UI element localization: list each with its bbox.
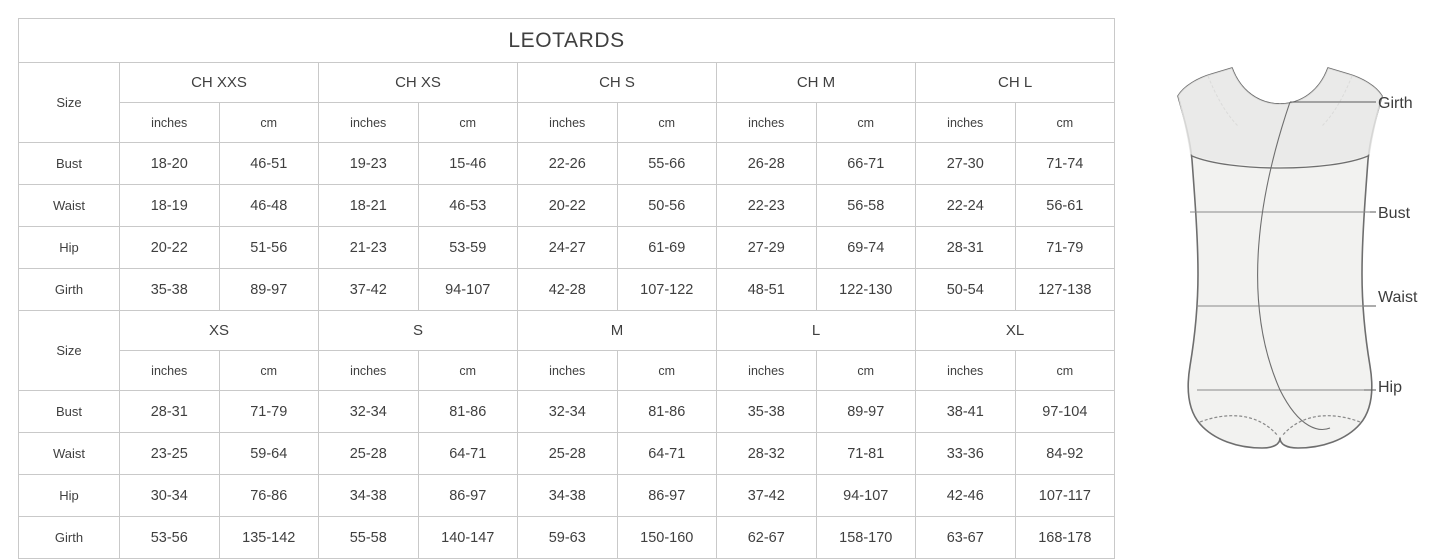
row-label-hip: Hip (19, 227, 120, 269)
cell-value: 127-138 (1015, 269, 1115, 311)
cell-value: 64-71 (617, 433, 717, 475)
cell-value: 38-41 (916, 391, 1016, 433)
unit-inches: inches (319, 103, 419, 143)
callout-label-bust: Bust (1378, 205, 1411, 222)
cell-value: 63-67 (916, 517, 1016, 559)
group-header-row (19, 63, 1115, 103)
cell-value: 42-28 (518, 269, 618, 311)
size-chart-table (18, 18, 1115, 559)
group-ch-xxs: CH XXS (120, 63, 319, 103)
cell-value: 34-38 (319, 475, 419, 517)
leotard-illustration (1140, 60, 1440, 520)
cell-value: 51-56 (219, 227, 319, 269)
group-ch-m: CH M (717, 63, 916, 103)
cell-value: 140-147 (418, 517, 518, 559)
table-row (19, 391, 1115, 433)
cell-value: 15-46 (418, 143, 518, 185)
group-xl: XL (916, 311, 1115, 351)
cell-value: 22-24 (916, 185, 1016, 227)
cell-value: 59-63 (518, 517, 618, 559)
unit-inches: inches (319, 351, 419, 391)
unit-header-row (19, 351, 1115, 391)
cell-value: 71-79 (219, 391, 319, 433)
unit-inches: inches (717, 103, 817, 143)
cell-value: 86-97 (418, 475, 518, 517)
cell-value: 23-25 (120, 433, 220, 475)
unit-header-row (19, 103, 1115, 143)
cell-value: 86-97 (617, 475, 717, 517)
cell-value: 135-142 (219, 517, 319, 559)
cell-value: 71-79 (1015, 227, 1115, 269)
cell-value: 28-31 (916, 227, 1016, 269)
unit-cm: cm (418, 351, 518, 391)
row-label-waist: Waist (19, 433, 120, 475)
cell-value: 18-19 (120, 185, 220, 227)
cell-value: 37-42 (319, 269, 419, 311)
cell-value: 76-86 (219, 475, 319, 517)
table-row (19, 227, 1115, 269)
unit-cm: cm (1015, 103, 1115, 143)
cell-value: 35-38 (120, 269, 220, 311)
cell-value: 26-28 (717, 143, 817, 185)
cell-value: 34-38 (518, 475, 618, 517)
cell-value: 42-46 (916, 475, 1016, 517)
cell-value: 55-58 (319, 517, 419, 559)
table-row (19, 269, 1115, 311)
cell-value: 94-107 (816, 475, 916, 517)
group-ch-l: CH L (916, 63, 1115, 103)
cell-value: 33-36 (916, 433, 1016, 475)
cell-value: 71-74 (1015, 143, 1115, 185)
cell-value: 81-86 (617, 391, 717, 433)
cell-value: 32-34 (518, 391, 618, 433)
cell-value: 56-58 (816, 185, 916, 227)
unit-cm: cm (1015, 351, 1115, 391)
cell-value: 37-42 (717, 475, 817, 517)
table-row (19, 143, 1115, 185)
cell-value: 69-74 (816, 227, 916, 269)
unit-inches: inches (120, 103, 220, 143)
row-label-bust: Bust (19, 391, 120, 433)
unit-cm: cm (219, 103, 319, 143)
cell-value: 84-92 (1015, 433, 1115, 475)
cell-value: 46-51 (219, 143, 319, 185)
cell-value: 107-122 (617, 269, 717, 311)
table-row (19, 517, 1115, 559)
cell-value: 25-28 (319, 433, 419, 475)
cell-value: 46-48 (219, 185, 319, 227)
cell-value: 62-67 (717, 517, 817, 559)
cell-value: 27-30 (916, 143, 1016, 185)
unit-cm: cm (617, 103, 717, 143)
cell-value: 22-26 (518, 143, 618, 185)
callout-label-waist: Waist (1378, 289, 1418, 306)
table-row (19, 433, 1115, 475)
row-label-hip: Hip (19, 475, 120, 517)
cell-value: 107-117 (1015, 475, 1115, 517)
cell-value: 56-61 (1015, 185, 1115, 227)
cell-value: 50-54 (916, 269, 1016, 311)
cell-value: 35-38 (717, 391, 817, 433)
cell-value: 46-53 (418, 185, 518, 227)
size-label-child: Size (19, 63, 120, 143)
cell-value: 21-23 (319, 227, 419, 269)
unit-cm: cm (418, 103, 518, 143)
cell-value: 71-81 (816, 433, 916, 475)
group-s: S (319, 311, 518, 351)
unit-inches: inches (916, 103, 1016, 143)
unit-cm: cm (816, 351, 916, 391)
table-row (19, 475, 1115, 517)
group-l: L (717, 311, 916, 351)
cell-value: 22-23 (717, 185, 817, 227)
unit-inches: inches (120, 351, 220, 391)
cell-value: 20-22 (518, 185, 618, 227)
cell-value: 50-56 (617, 185, 717, 227)
table-title-row (19, 19, 1115, 63)
row-label-girth: Girth (19, 269, 120, 311)
cell-value: 20-22 (120, 227, 220, 269)
unit-cm: cm (617, 351, 717, 391)
cell-value: 64-71 (418, 433, 518, 475)
cell-value: 61-69 (617, 227, 717, 269)
cell-value: 18-20 (120, 143, 220, 185)
unit-cm: cm (816, 103, 916, 143)
unit-inches: inches (717, 351, 817, 391)
cell-value: 24-27 (518, 227, 618, 269)
cell-value: 28-32 (717, 433, 817, 475)
cell-value: 89-97 (816, 391, 916, 433)
cell-value: 158-170 (816, 517, 916, 559)
cell-value: 55-66 (617, 143, 717, 185)
cell-value: 28-31 (120, 391, 220, 433)
callout-label-hip: Hip (1378, 379, 1403, 396)
unit-cm: cm (219, 351, 319, 391)
cell-value: 81-86 (418, 391, 518, 433)
unit-inches: inches (518, 351, 618, 391)
unit-inches: inches (518, 103, 618, 143)
row-label-waist: Waist (19, 185, 120, 227)
cell-value: 94-107 (418, 269, 518, 311)
cell-value: 53-59 (418, 227, 518, 269)
group-m: M (518, 311, 717, 351)
group-ch-xs: CH XS (319, 63, 518, 103)
unit-inches: inches (916, 351, 1016, 391)
cell-value: 150-160 (617, 517, 717, 559)
page-title: LEOTARDS (19, 19, 1115, 63)
cell-value: 27-29 (717, 227, 817, 269)
cell-value: 122-130 (816, 269, 916, 311)
cell-value: 89-97 (219, 269, 319, 311)
size-label-adult: Size (19, 311, 120, 391)
cell-value: 97-104 (1015, 391, 1115, 433)
row-label-girth: Girth (19, 517, 120, 559)
group-ch-s: CH S (518, 63, 717, 103)
cell-value: 25-28 (518, 433, 618, 475)
cell-value: 32-34 (319, 391, 419, 433)
cell-value: 66-71 (816, 143, 916, 185)
row-label-bust: Bust (19, 143, 120, 185)
table-row (19, 185, 1115, 227)
cell-value: 48-51 (717, 269, 817, 311)
cell-value: 168-178 (1015, 517, 1115, 559)
callout-label-girth: Girth (1378, 95, 1413, 112)
cell-value: 18-21 (319, 185, 419, 227)
cell-value: 19-23 (319, 143, 419, 185)
cell-value: 53-56 (120, 517, 220, 559)
cell-value: 30-34 (120, 475, 220, 517)
group-xs: XS (120, 311, 319, 351)
group-header-row (19, 311, 1115, 351)
size-chart-table-container (18, 18, 1114, 559)
cell-value: 59-64 (219, 433, 319, 475)
